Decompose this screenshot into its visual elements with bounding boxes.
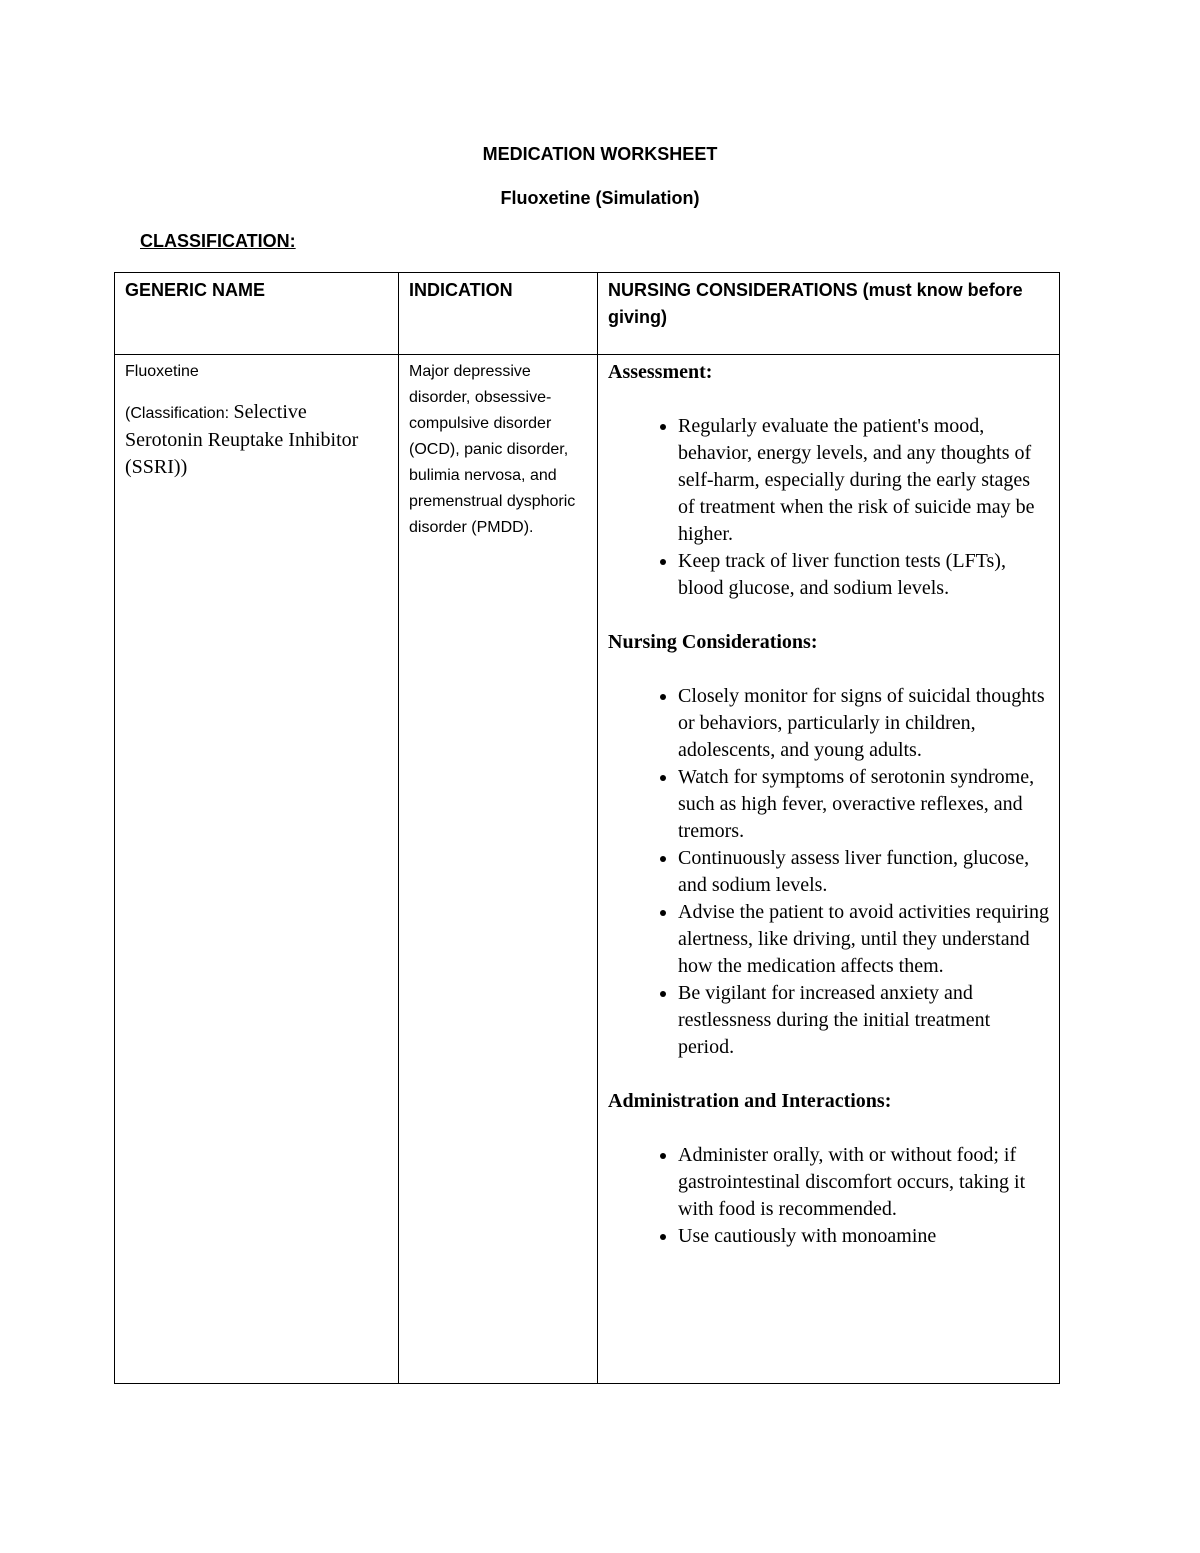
list-item: • Use cautiously with monoamine xyxy=(678,1223,1049,1250)
administration-list xyxy=(608,1142,1049,1250)
list-item: • Regularly evaluate the patient's mood, behavior, energy levels, and any thoughts of self-harm, especially during the early stages of treatment when the risk of suicide may be higher. xyxy=(678,413,1049,548)
list-item: • Administer orally, with or without food; if gastrointestinal discomfort occurs, taking it with food is recommended. xyxy=(678,1142,1049,1223)
page-title: MEDICATION WORKSHEET xyxy=(482,144,718,164)
table-header-row xyxy=(115,273,1060,355)
classification-prefix: (Classification: xyxy=(125,405,234,422)
assessment-list xyxy=(608,413,1049,602)
cell-generic-name xyxy=(115,355,399,1384)
section-heading-assessment: Assessment: xyxy=(608,361,713,383)
page-subtitle: Fluoxetine (Simulation) xyxy=(500,188,700,208)
classification-label: CLASSIFICATION: xyxy=(140,231,296,251)
list-item: • Be vigilant for increased anxiety and restlessness during the initial treatment period. xyxy=(678,980,1049,1061)
section-heading-administration: Administration and Interactions: xyxy=(608,1090,892,1112)
cell-nursing-considerations xyxy=(598,355,1060,1384)
list-item: • Advise the patient to avoid activities requiring alertness, like driving, until they understand how the medication affects them. xyxy=(678,899,1049,980)
list-item: • Keep track of liver function tests (LFTs), blood glucose, and sodium levels. xyxy=(678,548,1049,602)
header-indication: INDICATION xyxy=(399,273,598,355)
list-item: • Continuously assess liver function, glucose, and sodium levels. xyxy=(678,845,1049,899)
header-nursing-considerations: NURSING CONSIDERATIONS (must know before giving) xyxy=(598,273,1060,355)
table-row xyxy=(115,355,1060,1384)
section-heading-nursing: Nursing Considerations: xyxy=(608,631,818,653)
header-generic-name: GENERIC NAME xyxy=(115,273,399,355)
nursing-list xyxy=(608,683,1049,1061)
generic-name-value: Fluoxetine xyxy=(125,363,199,380)
classification-value: Selective Serotonin Reuptake Inhibitor (SSRI)) xyxy=(125,401,359,478)
list-item: • Watch for symptoms of serotonin syndrome, such as high fever, overactive reflexes, and tremors. xyxy=(678,764,1049,845)
cell-indication xyxy=(399,355,598,1384)
classification-text xyxy=(125,399,388,481)
list-item: • Closely monitor for signs of suicidal thoughts or behaviors, particularly in children, adolescents, and young adults. xyxy=(678,683,1049,764)
medication-table xyxy=(114,272,1060,1384)
indication-value: Major depressive disorder, obsessive-compulsive disorder (OCD), panic disorder, bulimia nervosa, and premenstrual dysphoric disorder (PMDD). xyxy=(409,363,576,536)
